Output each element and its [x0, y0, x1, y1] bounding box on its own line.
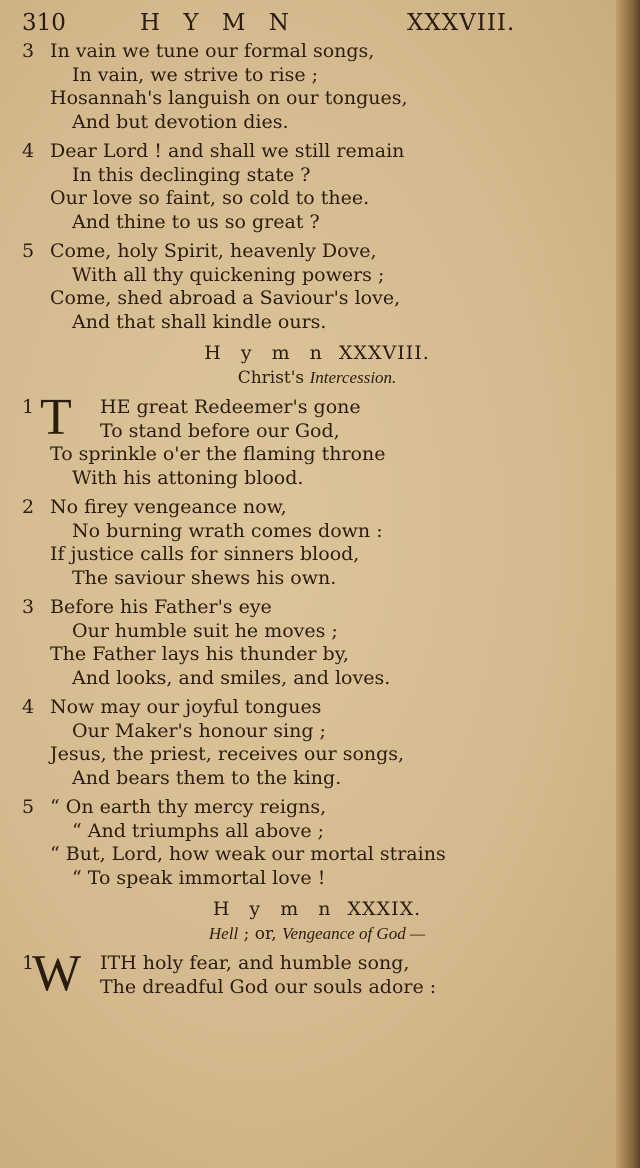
verse-line: Our Maker's honour sing ; [72, 719, 326, 742]
stanza-number: 3 [22, 40, 35, 62]
stanza-number: 4 [22, 140, 35, 162]
verse-line: Dear Lord ! and shall we still remain [50, 140, 405, 162]
stanza-number: 1 [22, 396, 35, 418]
stanza [22, 596, 612, 690]
hymn-heading-word: H y m n [212, 898, 338, 920]
verse-line: Our humble suit he moves ; [72, 619, 338, 642]
stanza-number: 2 [22, 496, 35, 518]
verse-line: “ On earth thy mercy reigns, [50, 796, 327, 818]
stanza-number: 5 [22, 240, 35, 262]
stanza [22, 140, 612, 234]
stanza-number: 5 [22, 796, 35, 818]
subtitle-italic: Intercession. [309, 368, 397, 387]
drop-cap: T [40, 389, 72, 446]
hymn-number: XXXIX. [347, 898, 422, 920]
verse-line: HE great Redeemer's gone [100, 396, 361, 418]
subtitle-italic: Vengeance of God — [282, 924, 426, 943]
verse-line: Before his Father's eye [50, 596, 272, 618]
verse-line: Come, holy Spirit, heavenly Dove, [50, 240, 377, 262]
hymn-heading [22, 896, 612, 922]
page-number: 310 [22, 10, 66, 36]
running-head [22, 8, 612, 38]
verse-line: To sprinkle o'er the flaming throne [50, 443, 386, 465]
page-gutter [616, 0, 640, 1168]
subtitle-text: ; or, [243, 924, 277, 944]
stanza [22, 240, 612, 334]
stanza-number: 4 [22, 696, 35, 718]
verse-line: The dreadful God our souls adore : [100, 975, 437, 998]
verse-line: ITH holy fear, and humble song, [100, 952, 410, 974]
verse-line: Now may our joyful tongues [50, 696, 322, 718]
verse-line: And thine to us so great ? [72, 210, 320, 233]
verse-line: With his attoning blood. [72, 466, 304, 489]
subtitle-text: Christ's [237, 368, 305, 388]
verse-line: No firey vengeance now, [50, 496, 287, 518]
verse-line: And looks, and smiles, and loves. [72, 666, 391, 689]
hymn-subtitle [22, 366, 612, 390]
running-head-title: H Y M N [140, 10, 297, 36]
verse-line: In this declinging state ? [72, 163, 311, 186]
verse-line: If justice calls for sinners blood, [50, 543, 360, 565]
running-head-hymn-number: XXXVIII. [407, 10, 516, 36]
verse-line: “ But, Lord, how weak our mortal strains [50, 843, 446, 865]
verse-line: The Father lays his thunder by, [50, 643, 349, 665]
stanza [22, 40, 612, 134]
stanza [22, 496, 612, 590]
stanza [22, 945, 612, 1002]
verse-line: Our love so faint, so cold to thee. [50, 187, 370, 209]
stanza-number: 3 [22, 596, 35, 618]
hymn-subtitle [22, 922, 612, 946]
verse-line: Hosannah's languish on our tongues, [50, 87, 408, 109]
subtitle-italic: Hell [208, 924, 239, 943]
verse-line: And that shall kindle ours. [72, 310, 327, 333]
verse-line: Jesus, the priest, receives our songs, [50, 743, 405, 765]
stanza [22, 796, 612, 890]
verse-line: With all thy quickening powers ; [72, 263, 385, 286]
verse-line: “ And triumphs all above ; [72, 819, 325, 842]
stanza-number: 1 [22, 952, 35, 974]
stanza [22, 696, 612, 790]
page-content [22, 40, 612, 1005]
hymn-heading [22, 340, 612, 366]
verse-line: No burning wrath comes down : [72, 519, 383, 542]
verse-line: In vain we tune our formal songs, [50, 40, 375, 62]
verse-line: Come, shed abroad a Saviour's love, [50, 287, 401, 309]
stanza [22, 389, 612, 490]
verse-line: To stand before our God, [100, 419, 340, 442]
verse-line: And but devotion dies. [72, 110, 289, 133]
verse-line: “ To speak immortal love ! [72, 866, 326, 889]
verse-line: In vain, we strive to rise ; [72, 63, 319, 86]
drop-cap: W [32, 945, 82, 1002]
verse-line: And bears them to the king. [72, 766, 342, 789]
hymn-number: XXXVIII. [338, 342, 430, 364]
verse-line: The saviour shews his own. [72, 566, 337, 589]
hymn-heading-word: H y m n [204, 342, 329, 364]
